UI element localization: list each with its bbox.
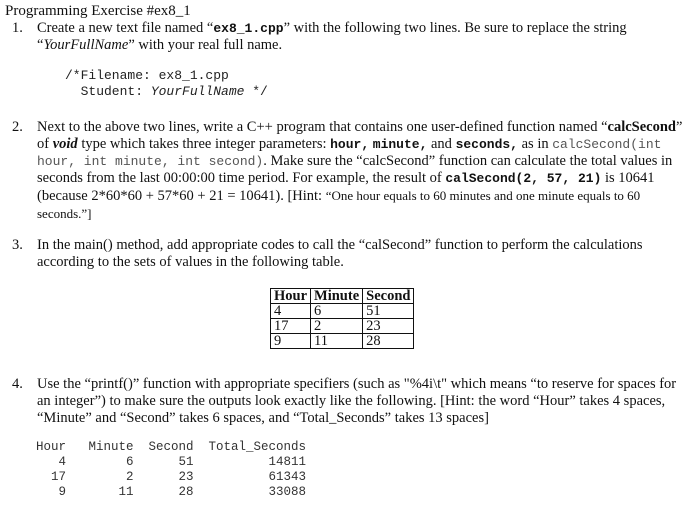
filename: ex8_1.cpp (213, 21, 284, 36)
item-number: 1. (12, 20, 23, 36)
exercise-item-3 (12, 237, 694, 271)
param-hour: hour, (330, 137, 370, 152)
table-cell: 23 (363, 319, 414, 334)
text-segment: is 10641 (601, 170, 655, 186)
placeholder-text: YourFullName (43, 37, 129, 53)
table-row (271, 304, 414, 319)
text-segment: seconds from the last 00:00:00 time period. For example, the result of (37, 170, 446, 186)
table-cell: 4 (271, 304, 311, 319)
item-number: 4. (12, 376, 23, 392)
text-segment: (because 2*60*60 + 57*60 + 21 = 10641). [Hint: (37, 188, 326, 204)
table-header: Hour (271, 289, 311, 304)
item-text (37, 20, 694, 54)
item-text (37, 119, 694, 223)
page-title: Programming Exercise #ex8_1 (5, 3, 191, 19)
signature-code: calcSecond(int (552, 137, 662, 152)
code-segment: */ (244, 84, 268, 99)
text-segment: type which takes three integer parameters: (77, 136, 331, 152)
text-segment: Next to the above two lines, write a C++ program that contains one user-defined function named “ (37, 119, 608, 135)
exercise-item-1 (12, 20, 694, 100)
hint-text: seconds.”] (37, 206, 92, 221)
text-line: “Minute” and “Second” takes 6 spaces, and “Total_Seconds” takes 13 spaces] (37, 410, 489, 426)
item-text (37, 376, 694, 427)
text-segment: Create a new text file named “ (37, 20, 214, 36)
output-row: 17 2 23 61343 (36, 470, 307, 484)
item-text (37, 237, 694, 271)
code-segment: Student: (65, 84, 151, 99)
output-row: 4 6 51 14811 (36, 455, 307, 469)
table-row (271, 334, 414, 349)
item-number: 2. (12, 119, 23, 135)
text-segment: ” (676, 119, 683, 135)
exercise-item-2 (12, 119, 694, 223)
signature-code: hour, int minute, int second) (37, 154, 264, 169)
values-table (270, 288, 414, 349)
table-header: Minute (311, 289, 363, 304)
table-header-row (271, 289, 414, 304)
param-minute: minute, (372, 137, 428, 152)
text-line: Use the “printf()” function with appropriate specifiers (such as "%4i\t" which means “to reserve for spaces for (37, 376, 677, 392)
text-segment: . Make sure the “calcSecond” function can calculate the total values in (263, 153, 673, 169)
table-cell: 11 (311, 334, 363, 349)
output-header: Hour Minute Second Total_Seconds (36, 440, 307, 454)
text-segment: “ (37, 37, 44, 53)
text-segment: of (37, 136, 53, 152)
table-cell: 51 (363, 304, 414, 319)
code-line: /*Filename: ex8_1.cpp (65, 68, 229, 83)
table-cell: 17 (271, 319, 311, 334)
code-placeholder: YourFullName (150, 84, 245, 99)
table-cell: 9 (271, 334, 311, 349)
item-number: 3. (12, 237, 23, 253)
hint-text: “One hour equals to 60 minutes and one minute equals to 60 (325, 188, 641, 203)
code-line (65, 84, 694, 100)
code-snippet (65, 68, 694, 100)
text-segment: and (427, 136, 456, 152)
exercise-item-4 (12, 376, 694, 427)
example-call: calSecond(2, 57, 21) (445, 171, 602, 186)
text-segment: ” with your real full name. (128, 37, 283, 53)
expected-output (36, 440, 306, 500)
param-seconds: seconds, (455, 137, 518, 152)
table-cell: 28 (363, 334, 414, 349)
text-segment: ” with the following two lines. Be sure to replace the string (283, 20, 627, 36)
function-name: calcSecond (607, 119, 676, 135)
table-cell: 6 (311, 304, 363, 319)
table-cell: 2 (311, 319, 363, 334)
text-segment: as in (517, 136, 553, 152)
output-row: 9 11 28 33088 (36, 485, 307, 499)
void-keyword: void (52, 136, 78, 152)
text-line: In the main() method, add appropriate codes to call the “calSecond” function to perform the calculations (37, 237, 643, 253)
table-header: Second (363, 289, 414, 304)
text-line: according to the sets of values in the following table. (37, 254, 344, 270)
text-line: an integer”) to make sure the outputs look exactly like the following. [Hint: the word “Hour” takes 4 spaces, (37, 393, 666, 409)
table-row (271, 319, 414, 334)
